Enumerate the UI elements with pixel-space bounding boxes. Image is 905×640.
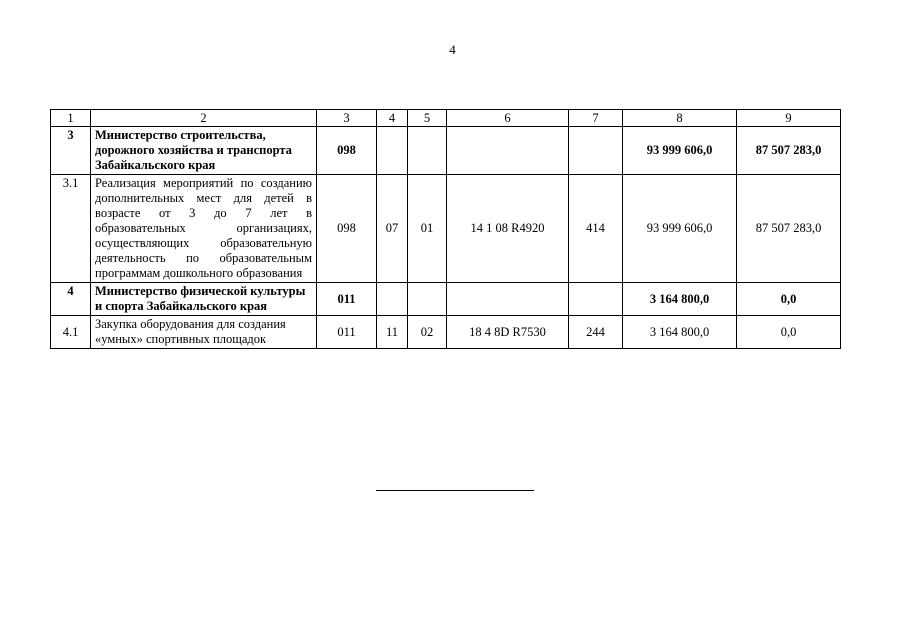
- table-row: [51, 127, 841, 175]
- cell-amount-2: 0,0: [737, 283, 841, 316]
- cell-expense-type: 244: [569, 316, 623, 349]
- cell-amount-1: 3 164 800,0: [623, 283, 737, 316]
- row-name: Министерство строительства, дорожного хозяйства и транспорта Забайкальского края: [91, 127, 317, 175]
- header-cell: 5: [408, 110, 447, 127]
- footer-divider: [376, 490, 534, 491]
- cell-target-item: 18 4 8D R7530: [447, 316, 569, 349]
- cell-section: 11: [377, 316, 408, 349]
- cell-amount-2: 87 507 283,0: [737, 175, 841, 283]
- page-number: 4: [449, 42, 456, 57]
- cell-amount-2: 0,0: [737, 316, 841, 349]
- header-cell: 8: [623, 110, 737, 127]
- cell-code: 098: [317, 127, 377, 175]
- cell-target-item: 14 1 08 R4920: [447, 175, 569, 283]
- cell-subsection: [408, 283, 447, 316]
- row-name: Реализация мероприятий по созданию дополнительных мест для детей в возрасте от 3 до 7 лет в образовательных организациях, осуществляющих образовательную деятельность по образовательным программам дошкольного образования: [91, 175, 317, 283]
- header-cell: 2: [91, 110, 317, 127]
- row-number: 4.1: [51, 316, 91, 349]
- cell-expense-type: 414: [569, 175, 623, 283]
- cell-amount-1: 93 999 606,0: [623, 127, 737, 175]
- table-row: [51, 175, 841, 283]
- cell-code: 098: [317, 175, 377, 283]
- header-cell: 9: [737, 110, 841, 127]
- row-number: 3.1: [51, 175, 91, 283]
- cell-expense-type: [569, 127, 623, 175]
- row-name: Министерство физической культуры и спорта Забайкальского края: [91, 283, 317, 316]
- cell-subsection: 02: [408, 316, 447, 349]
- cell-code: 011: [317, 283, 377, 316]
- row-number: 4: [51, 283, 91, 316]
- row-number: 3: [51, 127, 91, 175]
- cell-expense-type: [569, 283, 623, 316]
- header-cell: 4: [377, 110, 408, 127]
- table-row: [51, 283, 841, 316]
- cell-section: [377, 127, 408, 175]
- cell-subsection: 01: [408, 175, 447, 283]
- table-row: [51, 316, 841, 349]
- header-cell: 7: [569, 110, 623, 127]
- cell-section: [377, 283, 408, 316]
- cell-code: 011: [317, 316, 377, 349]
- budget-table: [50, 109, 841, 349]
- cell-amount-2: 87 507 283,0: [737, 127, 841, 175]
- row-name: Закупка оборудования для создания «умных» спортивных площадок: [91, 316, 317, 349]
- cell-target-item: [447, 127, 569, 175]
- cell-target-item: [447, 283, 569, 316]
- cell-amount-1: 3 164 800,0: [623, 316, 737, 349]
- header-cell: 3: [317, 110, 377, 127]
- table-header-row: [51, 110, 841, 127]
- cell-subsection: [408, 127, 447, 175]
- header-cell: 6: [447, 110, 569, 127]
- cell-section: 07: [377, 175, 408, 283]
- cell-amount-1: 93 999 606,0: [623, 175, 737, 283]
- header-cell: 1: [51, 110, 91, 127]
